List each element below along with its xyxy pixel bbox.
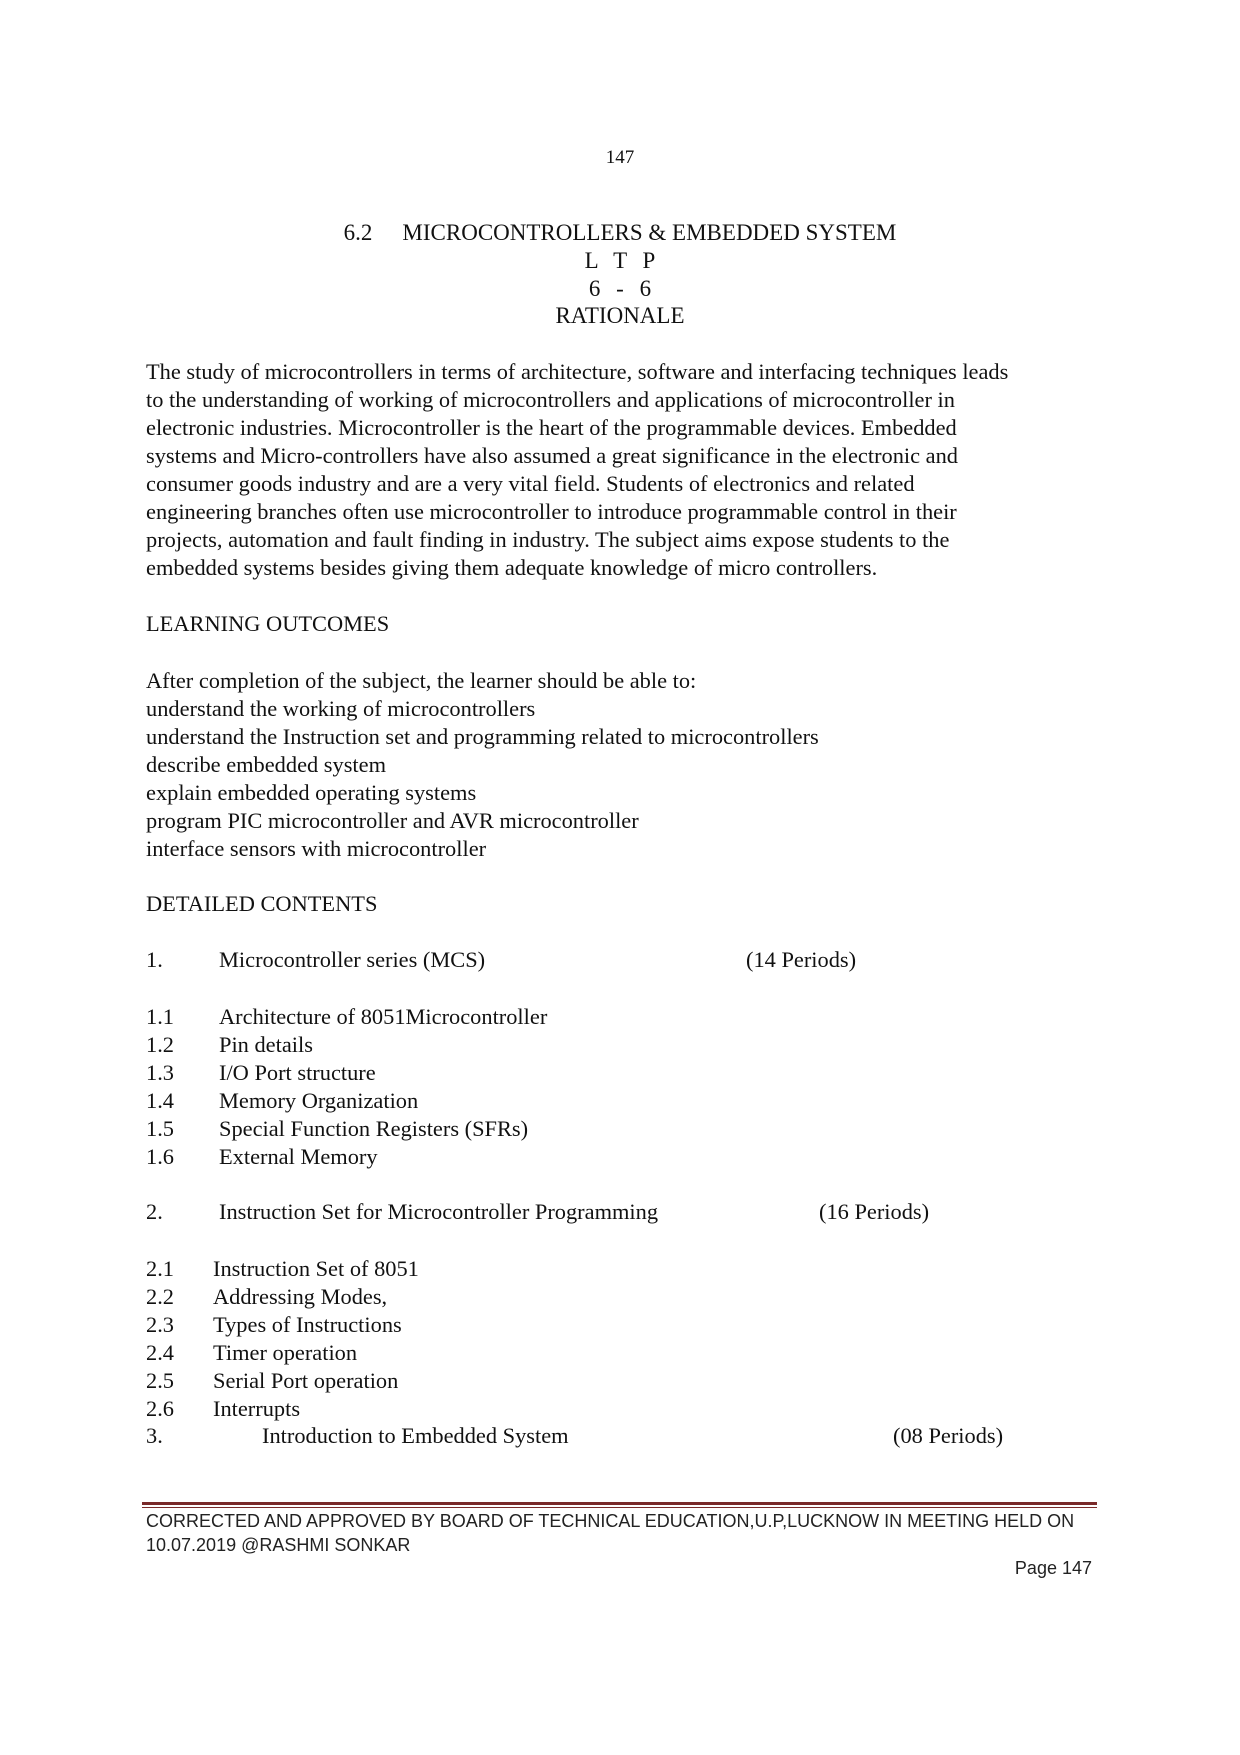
topic-label: I/O Port structure xyxy=(219,1060,376,1085)
page-number-top: 147 xyxy=(605,147,635,168)
topic-label: Types of Instructions xyxy=(213,1312,402,1337)
unit-number: 1. xyxy=(146,947,163,972)
list-item xyxy=(146,1003,1046,1031)
topic-number: 2.3 xyxy=(146,1312,174,1337)
topic-number: 2.5 xyxy=(146,1368,174,1393)
unit-1-heading xyxy=(146,947,1096,975)
rationale-paragraph xyxy=(146,358,1096,582)
topic-number: 2.4 xyxy=(146,1340,174,1365)
outcome-item: understand the working of microcontrollers xyxy=(146,696,536,721)
topic-label: External Memory xyxy=(219,1144,378,1169)
ltp-values: 6 - 6 xyxy=(588,276,652,301)
unit-2-heading xyxy=(146,1199,1096,1227)
unit-number: 2. xyxy=(146,1199,163,1224)
outcome-item: program PIC microcontroller and AVR microcontroller xyxy=(146,808,639,833)
topic-number: 1.6 xyxy=(146,1144,174,1169)
topic-label: Serial Port operation xyxy=(213,1368,399,1393)
topic-number: 1.2 xyxy=(146,1032,174,1057)
detailed-contents-heading: DETAILED CONTENTS xyxy=(146,891,378,916)
unit-title: Introduction to Embedded System xyxy=(262,1423,569,1448)
subject-number: 6.2 xyxy=(343,220,373,245)
list-item xyxy=(146,1059,1046,1087)
topic-number: 1.1 xyxy=(146,1004,174,1029)
topic-number: 2.2 xyxy=(146,1284,174,1309)
topic-label: Pin details xyxy=(219,1032,313,1057)
footer-rule-thin xyxy=(142,1507,1097,1508)
outcome-item: explain embedded operating systems xyxy=(146,780,477,805)
unit-number: 3. xyxy=(146,1423,163,1448)
list-item xyxy=(146,1395,1046,1423)
topic-label: Timer operation xyxy=(213,1340,358,1365)
unit-periods: (14 Periods) xyxy=(746,947,857,972)
topic-label: Interrupts xyxy=(213,1396,301,1421)
topic-label: Instruction Set of 8051 xyxy=(213,1256,419,1281)
list-item xyxy=(146,1143,1046,1171)
footer-line-1: CORRECTED AND APPROVED BY BOARD OF TECHNICAL EDUCATION,U.P,LUCKNOW IN MEETING HELD ON xyxy=(146,1511,1075,1531)
subject-title xyxy=(0,220,1240,246)
topic-number: 2.1 xyxy=(146,1256,174,1281)
unit-periods: (08 Periods) xyxy=(893,1423,1004,1448)
topic-label: Architecture of 8051Microcontroller xyxy=(219,1004,548,1029)
rationale-line: electronic industries. Microcontroller is the heart of the programmable devices. Embedded xyxy=(146,415,957,440)
outcome-item: understand the Instruction set and programming related to microcontrollers xyxy=(146,724,819,749)
rationale-line: engineering branches often use microcontroller to introduce programmable control in their xyxy=(146,499,957,524)
list-item xyxy=(146,1087,1046,1115)
outcomes-intro: After completion of the subject, the learner should be able to: xyxy=(146,668,697,693)
rationale-line: embedded systems besides giving them adequate knowledge of micro controllers. xyxy=(146,555,878,580)
footer-divider xyxy=(142,1502,1097,1508)
rationale-line: systems and Micro-controllers have also assumed a great significance in the electronic and xyxy=(146,443,958,468)
unit-2-topics xyxy=(146,1255,1046,1423)
unit-periods: (16 Periods) xyxy=(819,1199,930,1224)
list-item xyxy=(146,1311,1046,1339)
learning-outcomes-list xyxy=(146,667,819,863)
ltp-header: L T P xyxy=(584,248,656,273)
topic-number: 2.6 xyxy=(146,1396,174,1421)
list-item xyxy=(146,1031,1046,1059)
unit-3-heading xyxy=(146,1423,1096,1451)
rationale-line: consumer goods industry and are a very vital field. Students of electronics and related xyxy=(146,471,915,496)
list-item xyxy=(146,1283,1046,1311)
unit-title: Instruction Set for Microcontroller Programming xyxy=(219,1199,659,1224)
unit-title: Microcontroller series (MCS) xyxy=(219,947,486,972)
list-item xyxy=(146,1339,1046,1367)
rationale-heading: RATIONALE xyxy=(555,303,685,328)
footer-approval-note xyxy=(146,1509,1106,1557)
outcome-item: describe embedded system xyxy=(146,752,386,777)
footer-line-2: 10.07.2019 @RASHMI SONKAR xyxy=(146,1535,411,1555)
list-item xyxy=(146,1255,1046,1283)
topic-number: 1.5 xyxy=(146,1116,174,1141)
list-item xyxy=(146,1115,1046,1143)
list-item xyxy=(146,1367,1046,1395)
topic-number: 1.4 xyxy=(146,1088,174,1113)
rationale-line: to the understanding of working of microcontrollers and applications of microcontroller in xyxy=(146,387,955,412)
topic-number: 1.3 xyxy=(146,1060,174,1085)
outcome-item: interface sensors with microcontroller xyxy=(146,836,487,861)
rationale-line: projects, automation and fault finding in industry. The subject aims expose students to the xyxy=(146,527,950,552)
footer-page-number: Page 147 xyxy=(1014,1558,1092,1578)
topic-label: Special Function Registers (SFRs) xyxy=(219,1116,529,1141)
unit-1-topics xyxy=(146,1003,1046,1171)
subject-name: MICROCONTROLLERS & EMBEDDED SYSTEM xyxy=(402,220,897,245)
rationale-line: The study of microcontrollers in terms of architecture, software and interfacing techniques leads xyxy=(146,359,1009,384)
learning-outcomes-heading: LEARNING OUTCOMES xyxy=(146,611,390,636)
topic-label: Addressing Modes, xyxy=(213,1284,388,1309)
topic-label: Memory Organization xyxy=(219,1088,419,1113)
